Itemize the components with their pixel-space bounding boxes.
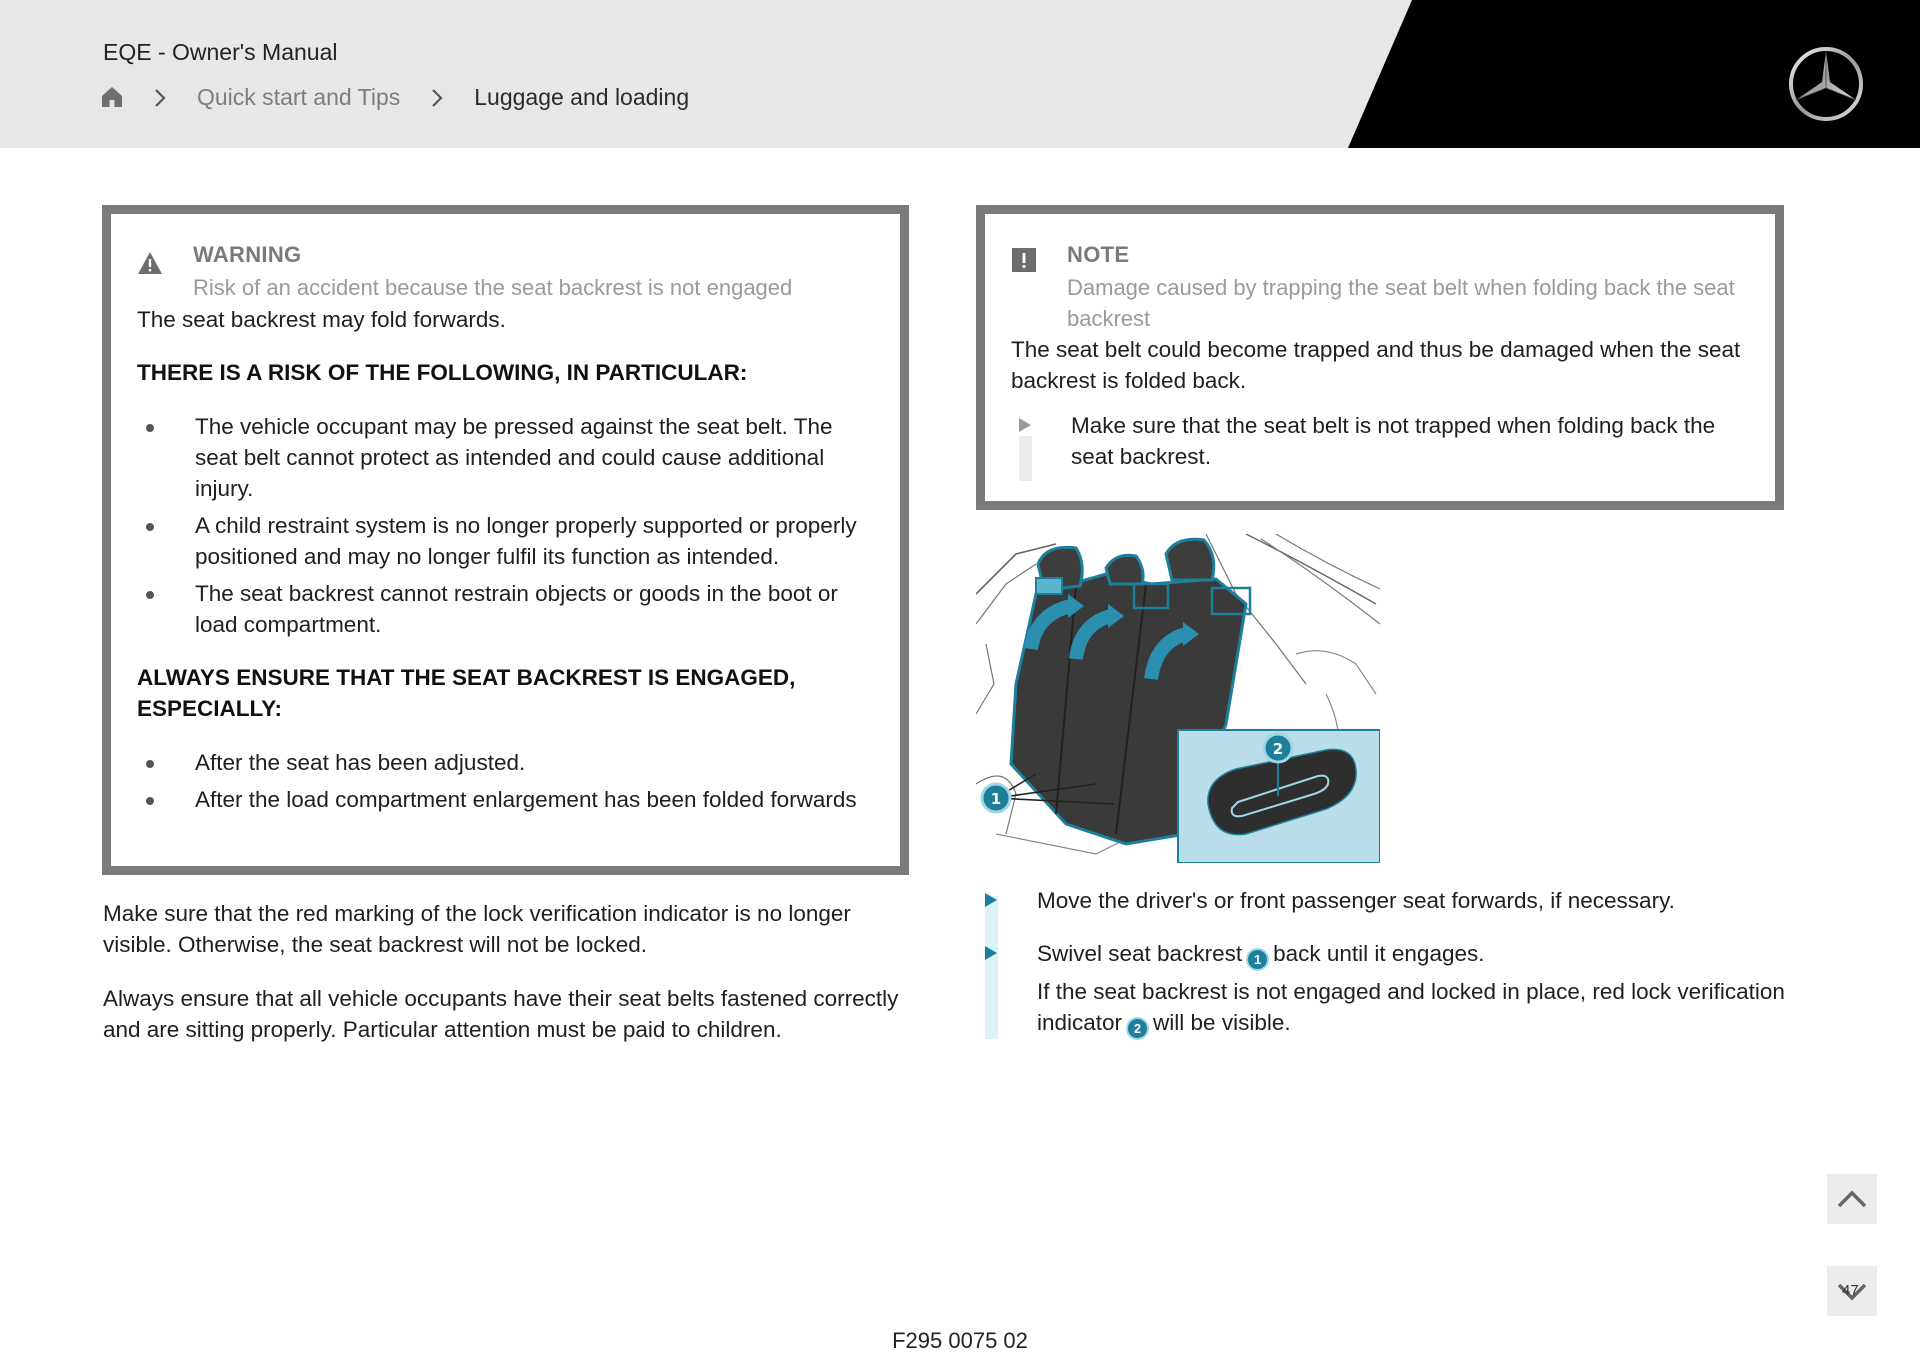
step-arrow-icon [1019,418,1031,432]
chevron-right-icon [430,87,444,107]
rear-seat-illustration [976,534,1380,863]
risk-heading: THERE IS A RISK OF THE FOLLOWING, IN PARTICULAR: [137,360,748,385]
callout-1: 1 [990,790,1002,808]
list-item: After the load compartment enlargement has been folded forwards [137,784,877,815]
bullet-icon [146,424,154,432]
bullet-icon [146,591,154,599]
page-header [0,0,1920,148]
warning-heading: WARNING [193,242,302,267]
callout-2: 2 [1272,740,1284,758]
note-box [976,205,1784,510]
document-title: EQE - Owner's Manual [103,39,338,65]
breadcrumb [101,80,689,114]
note-heading: NOTE [1067,242,1130,267]
bullet-icon [146,523,154,531]
scroll-up-button[interactable] [1827,1174,1877,1224]
warning-intro: The seat backrest may fold forwards. [137,307,506,332]
list-item: The vehicle occupant may be pressed against the seat belt. The seat belt cannot protect as intended and could cause additional injury. [137,411,877,504]
step-move-seat: Move the driver's or front passenger seat forwards, if necessary. [1037,888,1675,913]
figure-code: F295 0075 02 [892,1328,1028,1353]
breadcrumb-item-luggage: Luggage and loading [474,83,690,110]
warning-triangle-icon [137,250,163,276]
bullet-icon [146,797,154,805]
chevron-right-icon [153,87,167,107]
scroll-down-button[interactable] [1827,1266,1877,1316]
warning-subtitle: Risk of an accident because the seat backrest is not engaged [193,275,793,300]
lock-indicator-paragraph: Make sure that the red marking of the lock verification indicator is no longer visible. Otherwise, the seat backrest will not be locked. [103,901,851,957]
seat-belts-paragraph: Always ensure that all vehicle occupants have their seat belts fastened correctly and are sitting properly. Particular attention must be paid to children. [103,986,899,1042]
callout-ref-2: 2 [1126,1017,1149,1040]
page-number: 47 [1842,1282,1859,1299]
chevron-up-icon [1827,1174,1877,1224]
list-item: The seat backrest cannot restrain objects or goods in the boot or load compartment. [137,578,877,640]
note-subtitle: Damage caused by trapping the seat belt when folding back the seat backrest [1067,275,1735,331]
mercedes-star-logo-icon [1788,46,1864,122]
risk-list [137,411,877,646]
ensure-heading: ALWAYS ENSURE THAT THE SEAT BACKREST IS ENGAGED, ESPECIALLY: [137,665,796,721]
bullet-icon [146,760,154,768]
list-item: A child restraint system is no longer properly supported or properly positioned and may no longer fulfil its function as intended. [137,510,877,572]
home-icon[interactable] [101,86,123,108]
list-item: After the seat has been adjusted. [137,747,877,778]
step-bar [985,896,998,1039]
warning-box [102,205,909,875]
ensure-list [137,747,877,821]
callout-ref-1: 1 [1246,948,1269,971]
step-swivel-backrest: Swivel seat backrest 1 back until it engages. [1037,938,1797,971]
note-body: The seat belt could become trapped and thus be damaged when the seat backrest is folded back. [1011,337,1741,393]
note-step: Make sure that the seat belt is not trapped when folding back the seat backrest. [1071,413,1716,469]
exclamation-icon [1011,247,1037,273]
step-bar [1019,436,1032,481]
step-arrow-icon [985,946,997,960]
breadcrumb-item-quick-start[interactable]: Quick start and Tips [197,83,401,110]
step-arrow-icon [985,893,997,907]
step-result: If the seat backrest is not engaged and locked in place, red lock verification indicator 2 will be visible. [1037,976,1797,1040]
